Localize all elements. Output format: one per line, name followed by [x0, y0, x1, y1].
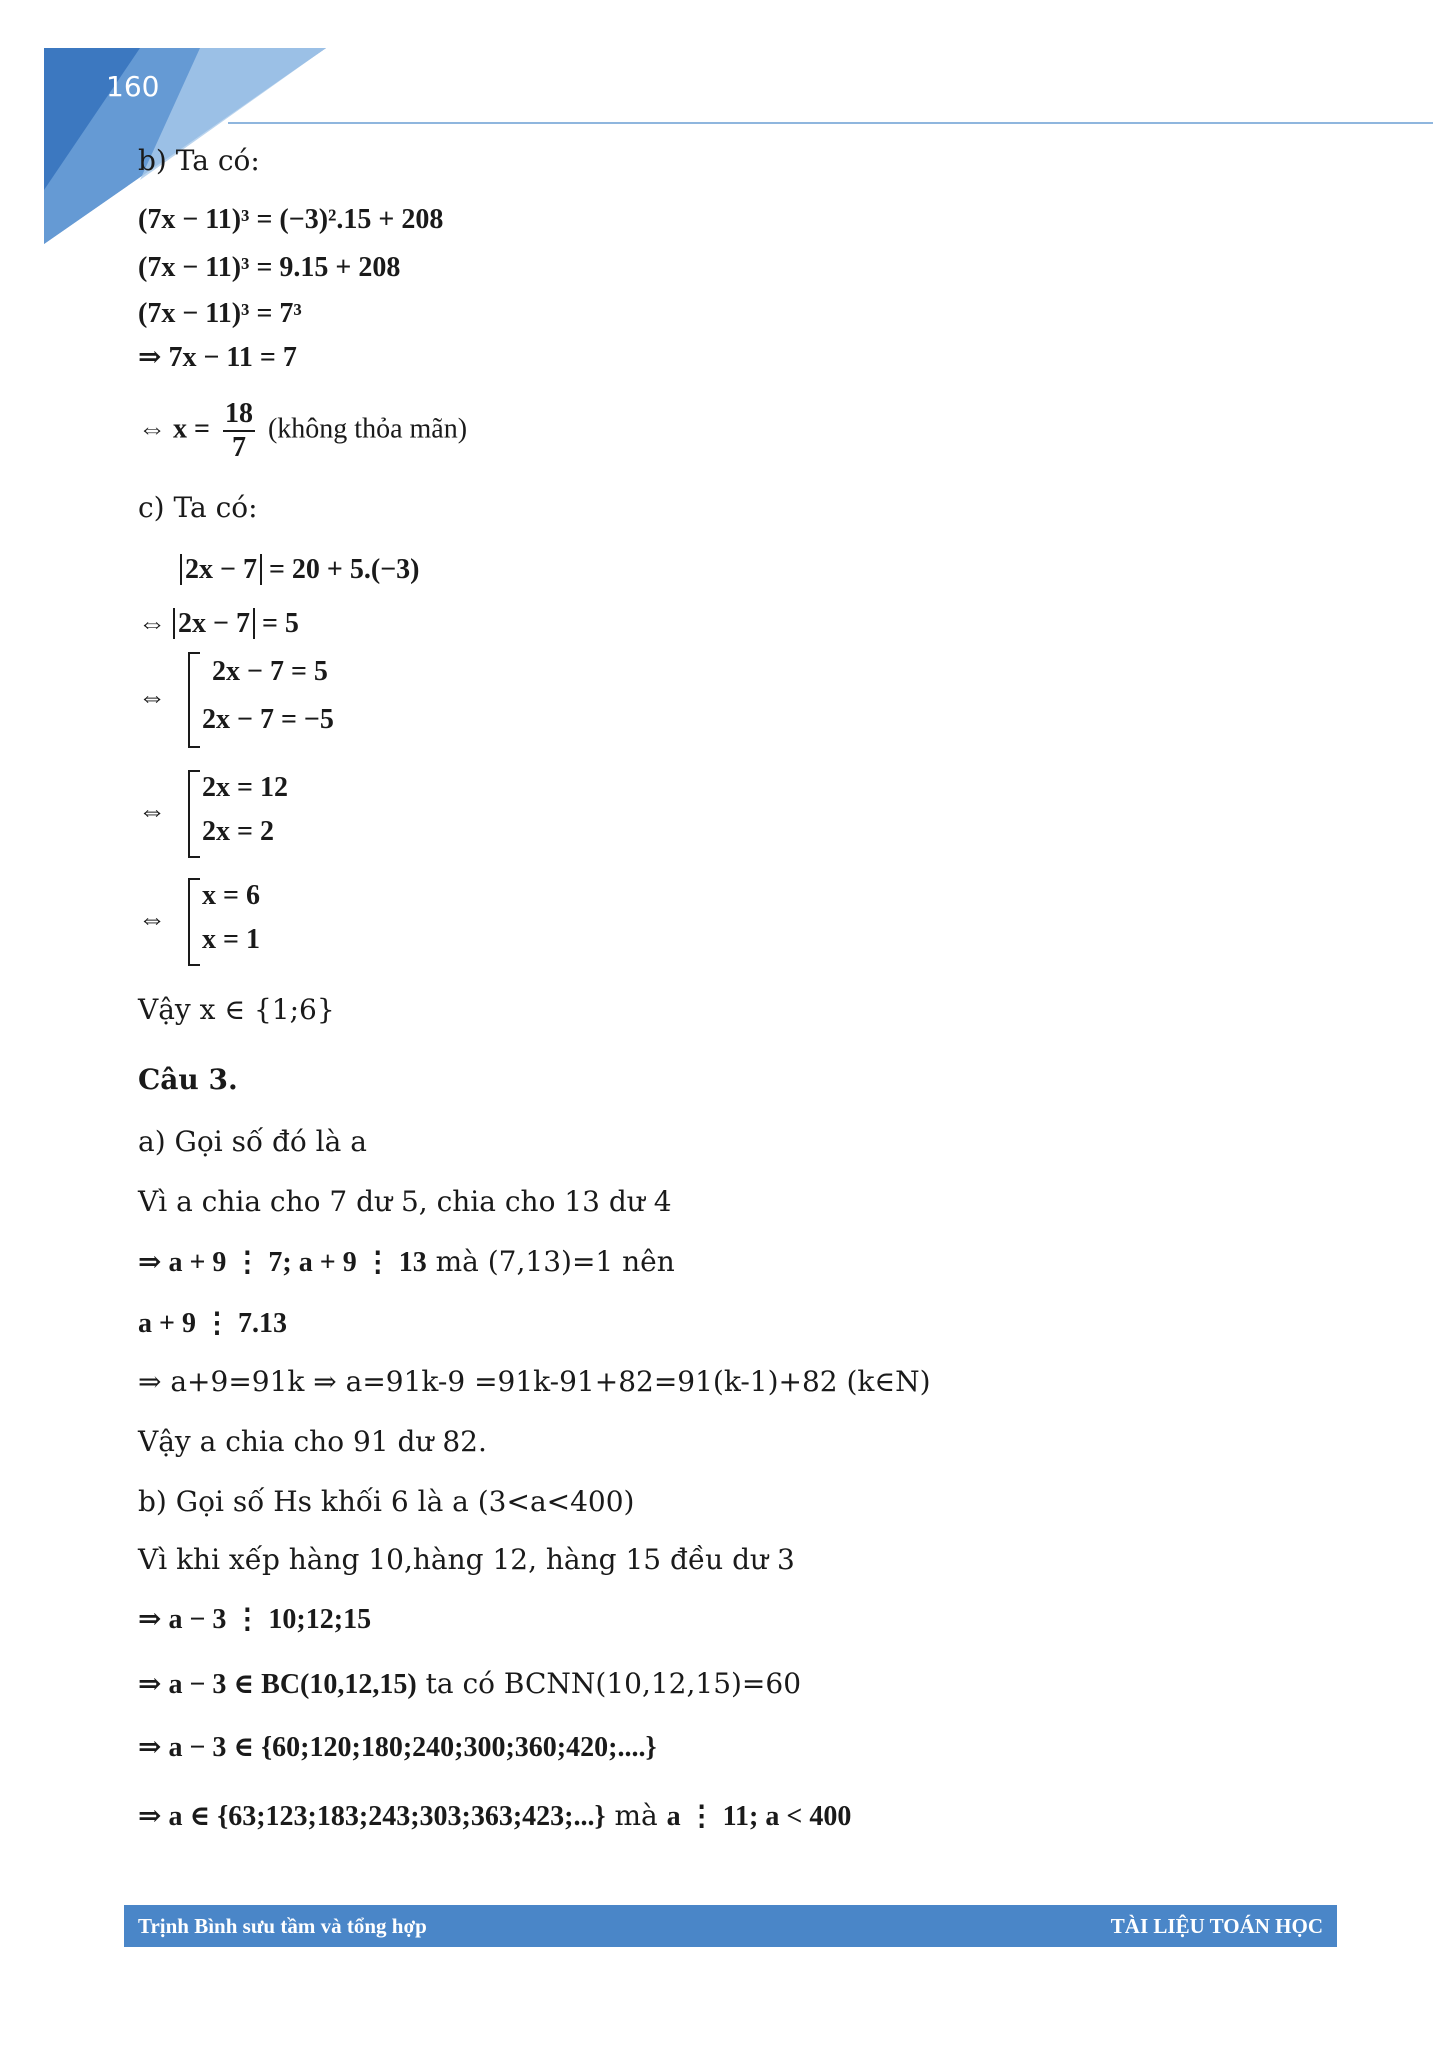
footer-author: Trịnh Bình sưu tầm và tổng hợp: [138, 1914, 427, 1938]
footer-bar: [124, 1905, 1337, 1947]
part-a-step-1: ⇒ a + 9 ⋮ 7; a + 9 ⋮ 13 mà (7,13)=1 nên: [138, 1245, 675, 1278]
fraction: $\frac{18}{7}$: [224, 398, 253, 463]
footer-series: TÀI LIỆU TOÁN HỌC: [1110, 1914, 1323, 1938]
system-1-line-a: 2x − 7 = 5: [212, 656, 328, 687]
part-b-step-1: ⇒ a − 3 ⋮ 10;12;15: [138, 1604, 372, 1635]
part-b-fraction-result: ⇔ x = $\frac{18}{7}$ (không thỏa mãn): [138, 398, 468, 463]
part-b-equation-1: (7x − 11)³ = (−3)².15 + 208: [138, 204, 444, 235]
part-c-equation-2: ⇔ 2x − 7 = 5: [138, 608, 299, 639]
system-2-line-b: 2x = 2: [202, 816, 274, 847]
part-b-equation-3: (7x − 11)³ = 7³: [138, 298, 302, 329]
part-a-step-3: ⇒ a+9=91k ⇒ a=91k-9 =91k-91+82=91(k-1)+82 (k∈N): [138, 1365, 931, 1398]
part-b-step-3: ⇒ a − 3 ∈ {60;120;180;240;300;360;420;....}: [138, 1732, 657, 1763]
header-rule: [228, 122, 1433, 124]
system-1-line-b: 2x − 7 = −5: [202, 704, 334, 735]
part-b-equation-2: (7x − 11)³ = 9.15 + 208: [138, 252, 401, 283]
part-b-condition: Vì khi xếp hàng 10,hàng 12, hàng 15 đều dư 3: [138, 1543, 795, 1576]
equiv-symbol: ⇔: [138, 904, 166, 935]
system-3-line-b: x = 1: [202, 924, 260, 955]
part-b-step-4: ⇒ a ∈ {63;123;183;243;303;363;423;...} mà a ⋮ 11; a < 400: [138, 1799, 852, 1832]
equiv-symbol: ⇔: [138, 682, 166, 713]
system-bracket: [188, 652, 200, 748]
part-b-implication: ⇒ 7x − 11 = 7: [138, 342, 297, 373]
part-a-intro: a) Gọi số đó là a: [138, 1125, 367, 1158]
part-c-heading: c) Ta có:: [138, 491, 258, 524]
part-c-conclusion: Vậy x ∈ {1;6}: [138, 993, 335, 1026]
part-a-conclusion: Vậy a chia cho 91 dư 82.: [138, 1425, 487, 1458]
system-bracket: [188, 770, 200, 858]
question-3-title: Câu 3.: [138, 1063, 238, 1096]
part-b-intro: b) Gọi số Hs khối 6 là a (3<a<400): [138, 1485, 635, 1518]
page-number: 160: [106, 70, 160, 103]
equiv-symbol: ⇔: [138, 796, 166, 827]
part-a-step-2: a + 9 ⋮ 7.13: [138, 1308, 287, 1339]
system-bracket: [188, 878, 200, 966]
part-c-equation-1: 2x − 7 = 20 + 5.(−3): [180, 552, 419, 588]
part-a-condition: Vì a chia cho 7 dư 5, chia cho 13 dư 4: [138, 1185, 672, 1218]
system-3-line-a: x = 6: [202, 880, 260, 911]
system-2-line-a: 2x = 12: [202, 772, 288, 803]
part-b-step-2: ⇒ a − 3 ∈ BC(10,12,15) ta có BCNN(10,12,15)=60: [138, 1667, 802, 1700]
part-b-heading: b) Ta có:: [138, 144, 260, 177]
